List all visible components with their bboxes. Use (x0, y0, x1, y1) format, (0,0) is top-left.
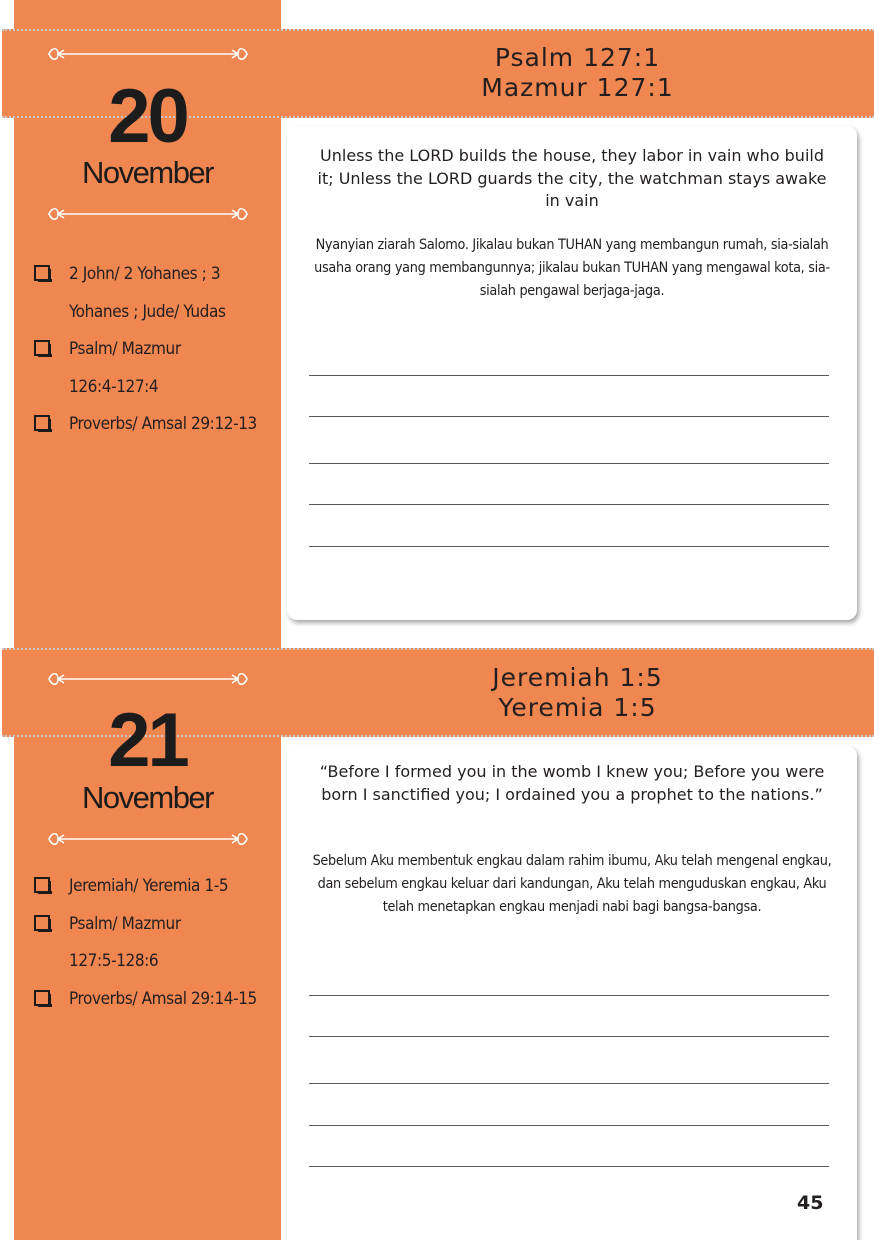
writing-line[interactable] (309, 375, 829, 376)
reference-english: Jeremiah 1:5 (492, 663, 663, 692)
reading-item-label-cont: 127:5-128:6 (69, 951, 159, 971)
verse-indonesian: Sebelum Aku membentuk engkau dalam rahim ibumu, Aku telah mengenal engkau, dan sebelum engkau keluar dari kandungan, Aku telah menguduskan engkau, Aku telah menetapkan engkau menjadi nabi bagi bangsa-bangsa. (312, 853, 832, 915)
reading-item[interactable] (32, 906, 277, 981)
reference-english: Psalm 127:1 (494, 43, 661, 72)
reading-item[interactable] (32, 406, 277, 444)
writing-line[interactable] (309, 995, 829, 996)
reading-item[interactable] (32, 981, 277, 1019)
writing-line[interactable] (309, 463, 829, 464)
ornament-divider-icon (46, 45, 250, 63)
reading-item-label: Proverbs/ Amsal 29:14-15 (69, 988, 257, 1009)
reading-item-label: Proverbs/ Amsal 29:12-13 (69, 414, 257, 434)
reading-plan-21 (32, 868, 277, 1018)
date-month: November (82, 780, 213, 815)
reference-indonesian: Mazmur 127:1 (481, 73, 674, 102)
ornament-divider-icon (46, 205, 250, 223)
reading-item-label-cont: 126:4-127:4 (69, 376, 159, 397)
scripture-reference-21 (281, 663, 874, 723)
checkbox-icon[interactable] (34, 915, 50, 931)
writing-line[interactable] (309, 546, 829, 547)
scripture-reference-20 (281, 43, 874, 103)
verse-english: “Before I formed you in the womb I knew you; Before you were born I sanctified you; I ordained you a prophet to the nations.” (319, 762, 825, 804)
reading-item-label: Psalm/ Mazmur (69, 339, 181, 359)
verse-card-20 (287, 126, 857, 620)
writing-line[interactable] (309, 1166, 829, 1167)
checkbox-icon[interactable] (34, 340, 50, 356)
date-month: November (82, 155, 213, 190)
writing-line[interactable] (309, 1083, 829, 1084)
reading-item-label: Psalm/ Mazmur (69, 913, 181, 934)
reading-item[interactable] (32, 868, 277, 906)
ornament-divider-icon (46, 670, 250, 688)
verse-card-21 (287, 746, 857, 1240)
verse-english: Unless the LORD builds the house, they labor in vain who build it; Unless the LORD guards the city, the watchman stays awake in vain (317, 146, 827, 210)
date-day: 20 (108, 74, 187, 159)
checkbox-icon[interactable] (34, 415, 50, 431)
checkbox-icon[interactable] (34, 990, 50, 1006)
verse-indonesian: Nyanyian ziarah Salomo. Jikalau bukan TUHAN yang membangun rumah, sia-sialah usaha orang yang membangunnya; jikalau bukan TUHAN yang mengawal kota, sia-sialah pengawal berjaga-jaga. (314, 237, 830, 299)
reading-item-label: Jeremiah/ Yeremia 1-5 (69, 876, 229, 896)
reading-plan-20 (32, 256, 277, 444)
page-number: 45 (797, 1192, 824, 1214)
writing-line[interactable] (309, 1125, 829, 1126)
writing-line[interactable] (309, 416, 829, 417)
reference-indonesian: Yeremia 1:5 (498, 693, 657, 722)
date-day: 21 (108, 698, 187, 783)
writing-line[interactable] (309, 1036, 829, 1037)
reading-item[interactable] (32, 256, 277, 331)
reading-item-label: 2 John/ 2 Yohanes ; 3 (69, 264, 221, 284)
checkbox-icon[interactable] (34, 877, 50, 893)
checkbox-icon[interactable] (34, 265, 50, 281)
writing-line[interactable] (309, 504, 829, 505)
reading-item-label-cont: Yohanes ; Jude/ Yudas (69, 301, 226, 322)
ornament-divider-icon (46, 830, 250, 848)
reading-item[interactable] (32, 331, 277, 406)
